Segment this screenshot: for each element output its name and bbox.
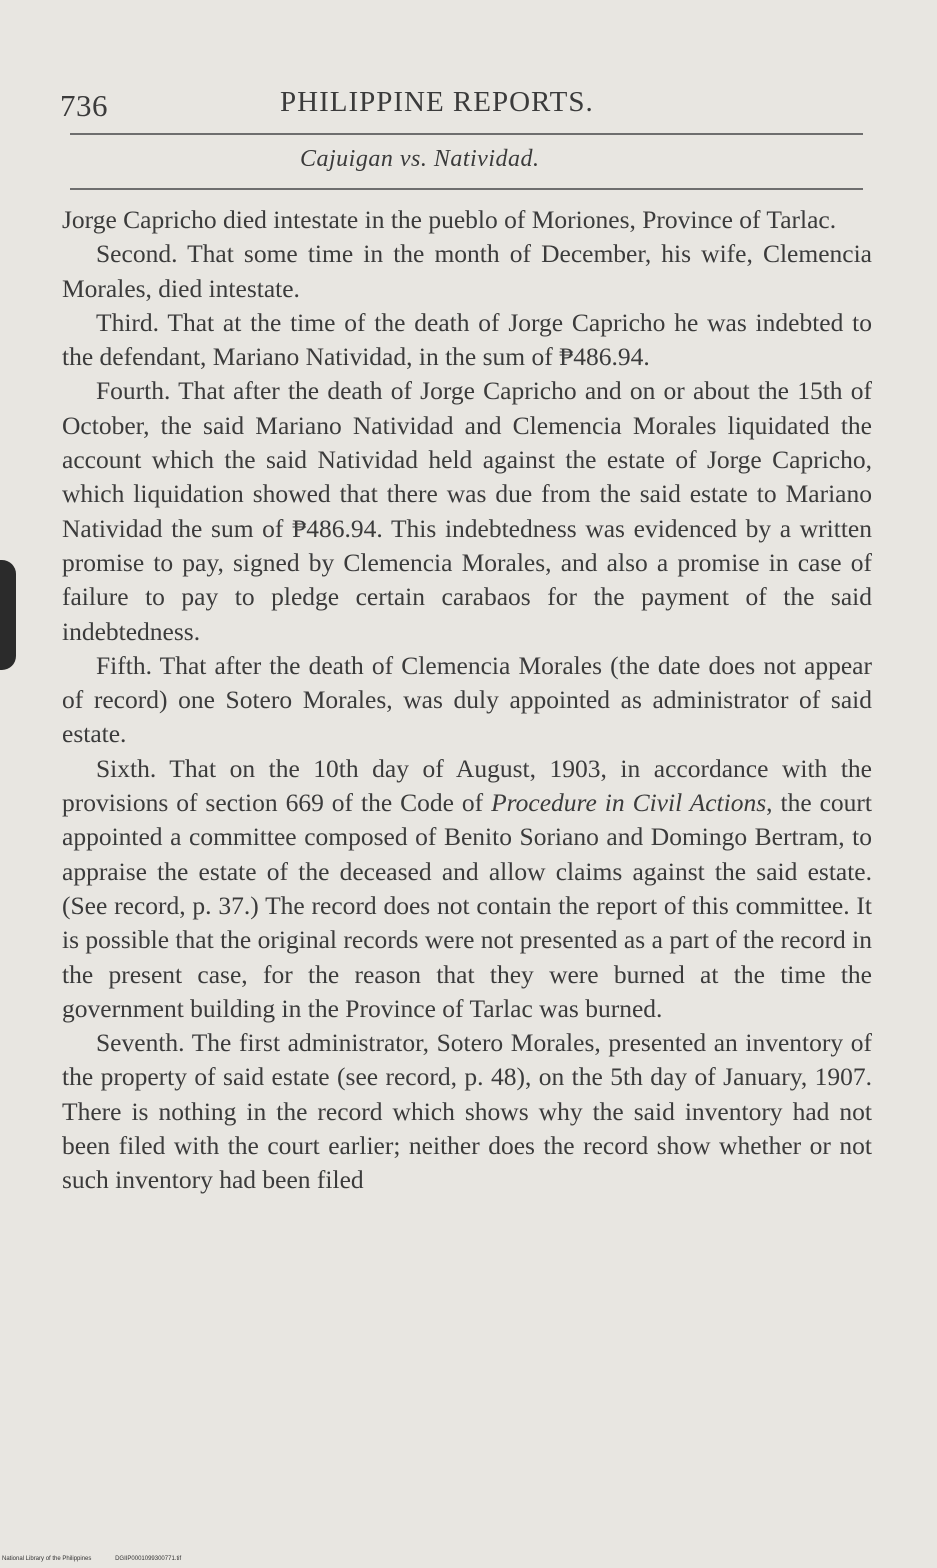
paragraph-fifth: Fifth. That after the death of Clemencia Morales (the date does not appear of record) one Sotero Morales, was duly appointed as administrator of said estate. <box>62 650 872 749</box>
header-rule-bottom <box>70 188 863 190</box>
binding-shadow <box>0 560 16 670</box>
library-credit: National Library of the Philippines <box>2 1556 92 1562</box>
code-of-procedure-title: Procedure in Civil Actions <box>491 788 767 818</box>
paragraph-sixth-part-a: Sixth. That on the 10th day of August, 1903, in accordance with the provisions of section 669 of the Code of <box>62 753 872 818</box>
scan-footer <box>2 1556 203 1562</box>
paragraph-seventh: Seventh. The first administrator, Sotero Morales, presented an inventory of the property of said estate (see record, p. 48), on the 5th day of January, 1907. There is nothing in the record which shows why the said inventory had not been filed with the court earlier; neither does the record show whether or not such inventory had been filed <box>62 1028 872 1195</box>
header-rule-top <box>70 133 863 135</box>
body-text <box>62 203 872 1198</box>
paragraph-continuation: Jorge Capricho died intestate in the pueblo of Moriones, Province of Tarlac. <box>62 205 837 234</box>
running-title: PHILIPPINE REPORTS. <box>280 86 594 118</box>
page-number: 736 <box>60 88 108 123</box>
paragraph-second: Second. That some time in the month of December, his wife, Clemencia Morales, died intestate. <box>62 239 872 303</box>
paragraph-sixth <box>62 752 872 1026</box>
paragraph-third: Third. That at the time of the death of Jorge Capricho he was indebted to the defendant, Mariano Natividad, in the sum of ₱486.94. <box>62 307 872 372</box>
image-id: DGIIP0001099300771.tif <box>115 1556 182 1562</box>
paragraph-fourth: Fourth. That after the death of Jorge Capricho and on or about the 15th of October, the said Mariano Natividad and Clemencia Morales liquidated the account which the said Natividad held against the estate of Jorge Capricho, which liquidation showed that there was due from the said estate to Mariano Natividad the sum of ₱486.94. This indebtedness was evidenced by a written promise to pay, signed by Clemencia Morales, and also a promise in case of failure to pay to pledge certain carabaos for the payment of the said indebtedness. <box>62 376 872 646</box>
case-title: Cajuigan vs. Natividad. <box>300 146 540 172</box>
paragraph-sixth-part-b: , the court appointed a committee composed of Benito Soriano and Domingo Bertram, to appraise the estate of the deceased and allow claims against the said estate. (See record, p. 37.) The record does not contain the report of this committee. It is possible that the original records were not presented as a part of the record in the present case, for the reason that they were burned at the time the government building in the Province of Tarlac was burned. <box>62 788 872 1023</box>
